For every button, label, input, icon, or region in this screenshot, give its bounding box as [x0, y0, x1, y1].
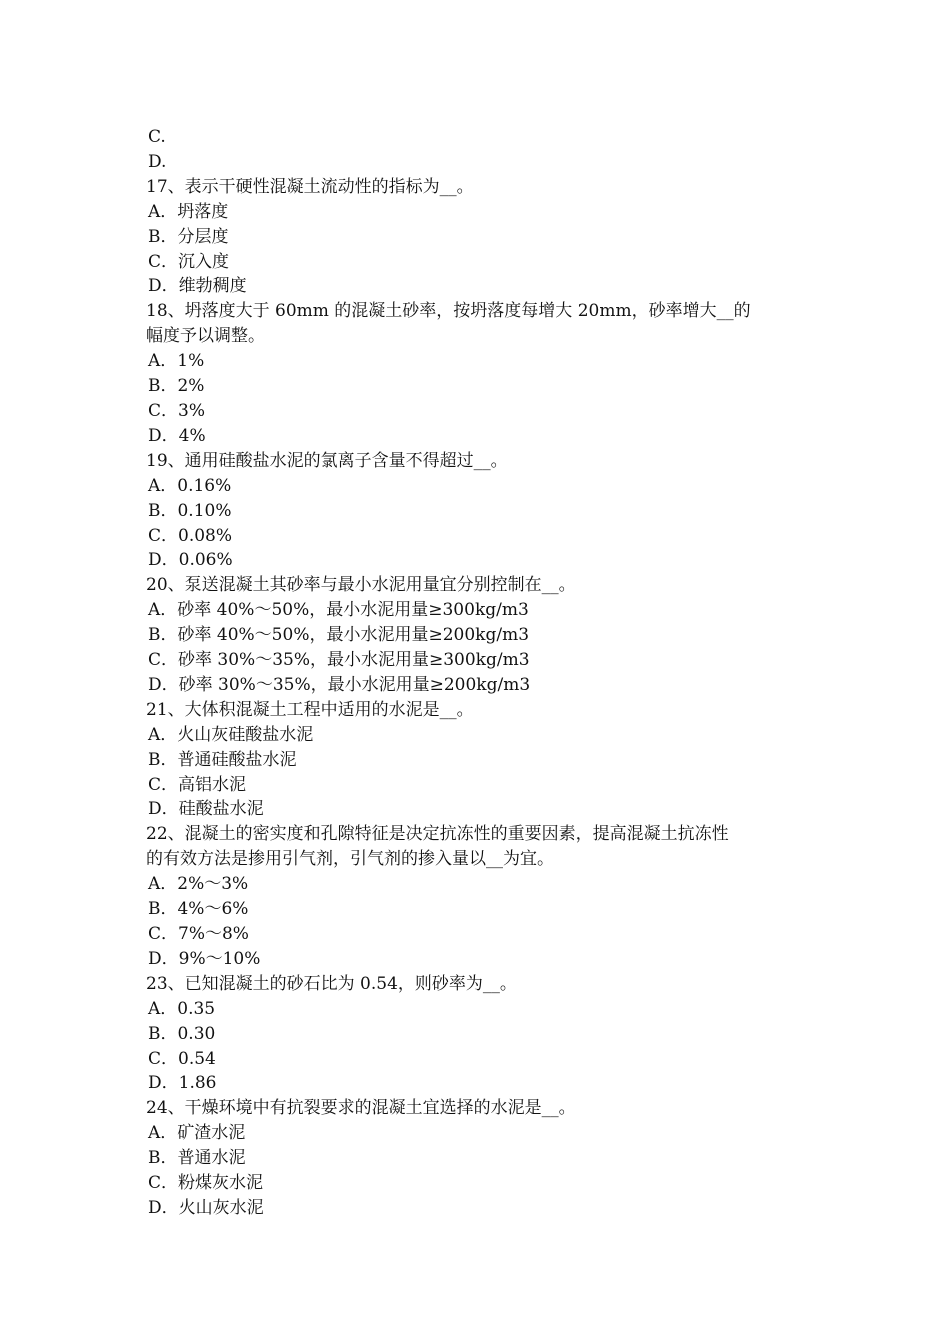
- option-c: C．3%: [148, 400, 205, 421]
- option-b: B．4%～6%: [148, 899, 249, 920]
- option-c: C．7%～8%: [148, 924, 249, 944]
- question-text: 19、通用硅酸盐水泥的氯离子含量不得超过__。: [146, 450, 508, 471]
- option-b: B．2%: [148, 376, 205, 397]
- question-21: [146, 698, 826, 823]
- option-d: D．维勃稠度: [148, 276, 247, 297]
- option-c: C．高铝水泥: [148, 774, 247, 795]
- question-23: [146, 972, 826, 1097]
- option-a: A．1%: [148, 351, 205, 372]
- option-b: B．砂率 40%～50%，最小水泥用量≥200kg/m3: [148, 625, 530, 646]
- option-d: D．砂率 30%～35%，最小水泥用量≥200kg/m3: [148, 674, 531, 695]
- question-24: [146, 1096, 826, 1221]
- option-d: D．0.06%: [148, 550, 233, 571]
- option-a: A．矿渣水泥: [148, 1123, 246, 1144]
- question-text: 24、干燥环境中有抗裂要求的混凝土宜选择的水泥是__。: [146, 1098, 576, 1119]
- option-b: B．分层度: [148, 226, 229, 247]
- option-b: B．0.30: [148, 1023, 216, 1044]
- option-c-prev: C.: [148, 127, 166, 147]
- question-text: 18、坍落度大于 60mm 的混凝土砂率，按坍落度每增大 20mm，砂率增大__的: [146, 301, 751, 322]
- option-a: A．0.35: [148, 998, 216, 1019]
- option-b: B．0.10%: [148, 500, 232, 521]
- question-20: [146, 573, 826, 698]
- option-c: C．沉入度: [148, 251, 230, 272]
- question-text: 20、泵送混凝土其砂率与最小水泥用量宜分别控制在__。: [146, 575, 576, 596]
- option-c: C．粉煤灰水泥: [148, 1173, 264, 1194]
- question-text-cont: 幅度予以调整。: [146, 326, 265, 347]
- option-c: C．砂率 30%～35%，最小水泥用量≥300kg/m3: [148, 650, 530, 671]
- option-d: D．9%～10%: [148, 948, 261, 969]
- question-17: [146, 175, 826, 300]
- question-text: 17、表示干硬性混凝土流动性的指标为__。: [146, 176, 474, 197]
- option-b: B．普通水泥: [148, 1148, 246, 1169]
- question-text: 21、大体积混凝土工程中适用的水泥是__。: [146, 699, 474, 720]
- question-text-cont: 的有效方法是掺用引气剂，引气剂的掺入量以__为宜。: [146, 849, 554, 870]
- option-d: D．4%: [148, 425, 206, 446]
- option-a: A．火山灰硅酸盐水泥: [148, 724, 314, 745]
- option-c: C．0.54: [148, 1048, 216, 1069]
- question-19: [146, 449, 826, 574]
- question-22: [146, 822, 826, 971]
- option-d-prev: D.: [148, 151, 167, 172]
- question-list: [146, 125, 826, 1221]
- option-a: A．砂率 40%～50%，最小水泥用量≥300kg/m3: [148, 600, 529, 621]
- option-d: D．1.86: [148, 1073, 217, 1094]
- question-text: 22、混凝土的密实度和孔隙特征是决定抗冻性的重要因素，提高混凝土抗冻性: [146, 824, 729, 845]
- question-18: [146, 299, 826, 448]
- option-c: C．0.08%: [148, 525, 233, 546]
- option-d: D．火山灰水泥: [148, 1197, 264, 1218]
- option-a: A．2%～3%: [148, 874, 249, 895]
- option-a: A．坍落度: [148, 201, 229, 222]
- option-a: A．0.16%: [148, 475, 232, 496]
- option-d: D．硅酸盐水泥: [148, 799, 264, 820]
- option-b: B．普通硅酸盐水泥: [148, 749, 297, 770]
- question-text: 23、已知混凝土的砂石比为 0.54，则砂率为__。: [146, 973, 517, 994]
